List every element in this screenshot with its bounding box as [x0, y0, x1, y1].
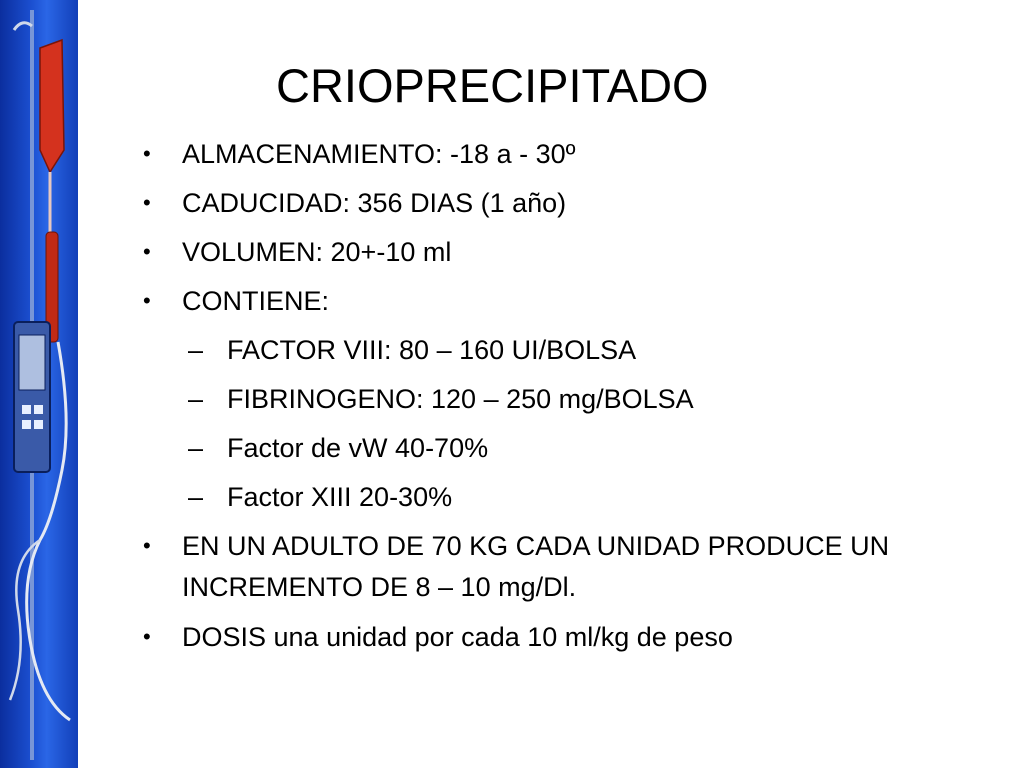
bullet-marker: •: [143, 624, 151, 649]
slide-title: CRIOPRECIPITADO: [276, 59, 709, 112]
bullet-text: VOLUMEN: 20+-10 ml: [182, 237, 452, 267]
bullet-marker: •: [143, 288, 151, 313]
sub-bullet-text: FIBRINOGENO: 120 – 250 mg/BOLSA: [227, 384, 694, 414]
sub-bullet-text: Factor de vW 40-70%: [227, 433, 489, 463]
sub-bullet-text: FACTOR VIII: 80 – 160 UI/BOLSA: [227, 335, 637, 365]
bullet-text: EN UN ADULTO DE 70 KG CADA UNIDAD PRODUCE UN: [182, 531, 890, 561]
dash-marker: –: [188, 384, 204, 414]
bullet-marker: •: [143, 239, 151, 264]
bullet-marker: •: [143, 190, 151, 215]
dash-marker: –: [188, 335, 204, 365]
bullet-text: INCREMENTO DE 8 – 10 mg/Dl.: [182, 572, 577, 602]
dash-marker: –: [188, 433, 204, 463]
iv-drip-icon: [0, 0, 78, 768]
side-decoration: [0, 0, 78, 768]
bullet-text: CADUCIDAD: 356 DIAS (1 año): [182, 188, 567, 218]
bullet-text: CONTIENE:: [182, 286, 330, 316]
sub-bullet-text: Factor XIII 20-30%: [227, 482, 453, 512]
bullet-marker: •: [143, 533, 151, 558]
bullet-text: ALMACENAMIENTO: -18 a - 30º: [182, 139, 576, 169]
bullet-text: DOSIS una unidad por cada 10 ml/kg de peso: [182, 622, 733, 652]
bullet-marker: •: [143, 141, 151, 166]
dash-marker: –: [188, 482, 204, 512]
